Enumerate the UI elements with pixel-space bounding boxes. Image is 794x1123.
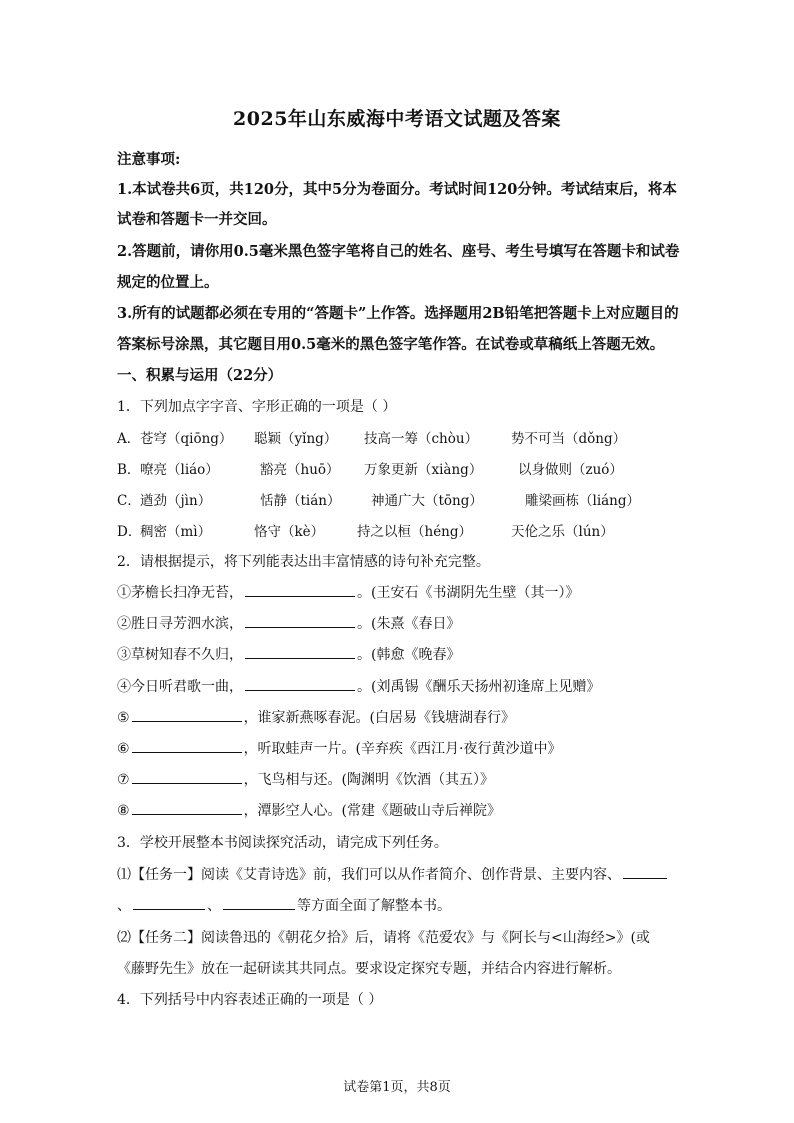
answer-blank[interactable] bbox=[132, 740, 242, 753]
notice-item-1-cont: 试卷和答题卡一并交回。 bbox=[117, 211, 277, 228]
answer-blank[interactable] bbox=[223, 897, 295, 910]
poem-line-6 bbox=[117, 738, 687, 758]
task-1-separator: 、 bbox=[207, 898, 221, 914]
option-b-label: B． bbox=[117, 462, 141, 478]
poem-line-5-prompt: ⑤ bbox=[117, 710, 130, 726]
option-d-item-2: 恪守（kè） bbox=[254, 524, 325, 540]
question-1-stem: 1．下列加点字字音、字形正确的一项是（ ） bbox=[117, 399, 397, 415]
section-heading: 一、积累与运用（22分） bbox=[117, 367, 283, 384]
poem-line-3-prompt: ③草树知春不久归， bbox=[117, 647, 243, 663]
task-1-text: ⑴【任务一】阅读《艾青诗选》前，我们可以从作者简介、创作背景、主要内容、 bbox=[117, 867, 621, 883]
poem-line-5-source: ，谁家新燕啄春泥。(白居易《钱塘湖春行》 bbox=[243, 710, 516, 726]
question-4-stem: 4．下列括号中内容表述正确的一项是（ ） bbox=[117, 992, 383, 1008]
question-2-stem: 2．请根据提示，将下列能表达出丰富情感的诗句补充完整。 bbox=[117, 554, 490, 570]
option-c-item-3: 神通广大（tōng） bbox=[371, 493, 483, 509]
answer-blank[interactable] bbox=[245, 678, 355, 691]
option-c-label: C． bbox=[117, 493, 141, 509]
notice-item-3-cont: 答案标号涂黑，其它题目用0.5毫米的黑色签字笔作答。在试卷或草稿纸上答题无效。 bbox=[117, 336, 665, 353]
task-1-line-1 bbox=[117, 864, 687, 884]
notice-heading: 注意事项: bbox=[117, 151, 181, 168]
option-c-item-4: 雕梁画栋（liáng） bbox=[525, 493, 641, 509]
option-b-item-1: 嘹亮（liáo） bbox=[140, 462, 219, 478]
task-1-text-end: 等方面全面了解整本书。 bbox=[297, 898, 451, 914]
option-a-label: A． bbox=[117, 431, 141, 447]
answer-blank[interactable] bbox=[132, 802, 242, 815]
poem-line-8-source: ，潭影空人心。(常建《题破山寺后禅院》 bbox=[243, 803, 502, 819]
option-d-label: D． bbox=[117, 524, 142, 540]
answer-blank[interactable] bbox=[245, 584, 355, 597]
poem-line-7 bbox=[117, 769, 687, 789]
notice-item-1: 1.本试卷共6页，共120分，其中5分为卷面分。考试时间120分钟。考试结束后，将本 bbox=[117, 181, 677, 198]
poem-line-1-source: 。(王安石《书湖阴先生壁（其一）》 bbox=[357, 585, 580, 601]
option-a-item-4: 势不可当（dǒng） bbox=[511, 431, 627, 447]
answer-blank[interactable] bbox=[245, 615, 355, 628]
answer-blank[interactable] bbox=[623, 866, 667, 879]
option-c-item-1: 遒劲（jìn） bbox=[140, 493, 212, 509]
poem-line-1-prompt: ①茅檐长扫净无苔， bbox=[117, 585, 243, 601]
option-b-item-4: 以身做则（zuó） bbox=[518, 462, 623, 478]
question-3-stem: 3．学校开展整本书阅读探究活动，请完成下列任务。 bbox=[117, 835, 448, 851]
page-title: 2025年山东威海中考语文试题及答案 bbox=[233, 108, 561, 130]
option-a-item-1: 苍穹（qiōng） bbox=[140, 431, 233, 447]
task-2-line-2: 《藤野先生》放在一起研读其共同点。要求设定探究专题，并结合内容进行解析。 bbox=[117, 961, 621, 977]
poem-line-1 bbox=[117, 582, 687, 602]
poem-line-4 bbox=[117, 676, 687, 696]
poem-line-2 bbox=[117, 613, 687, 633]
poem-line-3 bbox=[117, 644, 687, 664]
poem-line-5 bbox=[117, 707, 687, 727]
answer-blank[interactable] bbox=[133, 897, 205, 910]
poem-line-6-source: ，听取蛙声一片。(辛弃疾《西江月·夜行黄沙道中》 bbox=[243, 741, 562, 757]
option-b-item-2: 豁亮（huō） bbox=[260, 462, 340, 478]
poem-line-2-prompt: ②胜日寻芳泗水滨， bbox=[117, 616, 243, 632]
answer-blank[interactable] bbox=[132, 709, 242, 722]
poem-line-8-prompt: ⑧ bbox=[117, 803, 130, 819]
page-footer: 试卷第1页，共8页 bbox=[343, 1080, 451, 1095]
task-1-separator: 、 bbox=[117, 898, 131, 914]
option-d-item-4: 天伦之乐（lún） bbox=[511, 524, 614, 540]
poem-line-7-source: ，飞鸟相与还。(陶渊明《饮酒（其五）》 bbox=[243, 772, 495, 788]
option-c-item-2: 恬静（tián） bbox=[260, 493, 341, 509]
option-a-item-2: 聪颖（yǐng） bbox=[254, 431, 338, 447]
option-a-item-3: 技高一筹（chòu） bbox=[364, 431, 479, 447]
task-1-line-2 bbox=[117, 895, 687, 915]
task-2-line-1: ⑵【任务二】阅读鲁迅的《朝花夕拾》后，请将《范爱农》与《阿长与<山海经>》(或 bbox=[117, 930, 650, 946]
option-d-item-3: 持之以桓（héng） bbox=[357, 524, 473, 540]
poem-line-2-source: 。(朱熹《春日》 bbox=[357, 616, 461, 632]
option-b-item-3: 万象更新（xiàng） bbox=[364, 462, 483, 478]
notice-item-2: 2.答题前，请你用0.5毫米黑色签字笔将自己的姓名、座号、考生号填写在答题卡和试卷 bbox=[117, 243, 680, 260]
notice-item-3: 3.所有的试题都必须在专用的“答题卡”上作答。选择题用2B铅笔把答题卡上对应题目的 bbox=[117, 305, 679, 322]
poem-line-6-prompt: ⑥ bbox=[117, 741, 130, 757]
poem-line-4-prompt: ④今日听君歌一曲， bbox=[117, 679, 243, 695]
option-d-item-1: 稠密（mì） bbox=[140, 524, 212, 540]
poem-line-7-prompt: ⑦ bbox=[117, 772, 130, 788]
poem-line-4-source: 。(刘禹锡《酬乐天扬州初逢席上见赠》 bbox=[357, 679, 601, 695]
notice-item-2-cont: 规定的位置上。 bbox=[117, 274, 219, 291]
poem-line-8 bbox=[117, 800, 687, 820]
answer-blank[interactable] bbox=[245, 646, 355, 659]
answer-blank[interactable] bbox=[132, 771, 242, 784]
poem-line-3-source: 。(韩愈《晚春》 bbox=[357, 647, 461, 663]
